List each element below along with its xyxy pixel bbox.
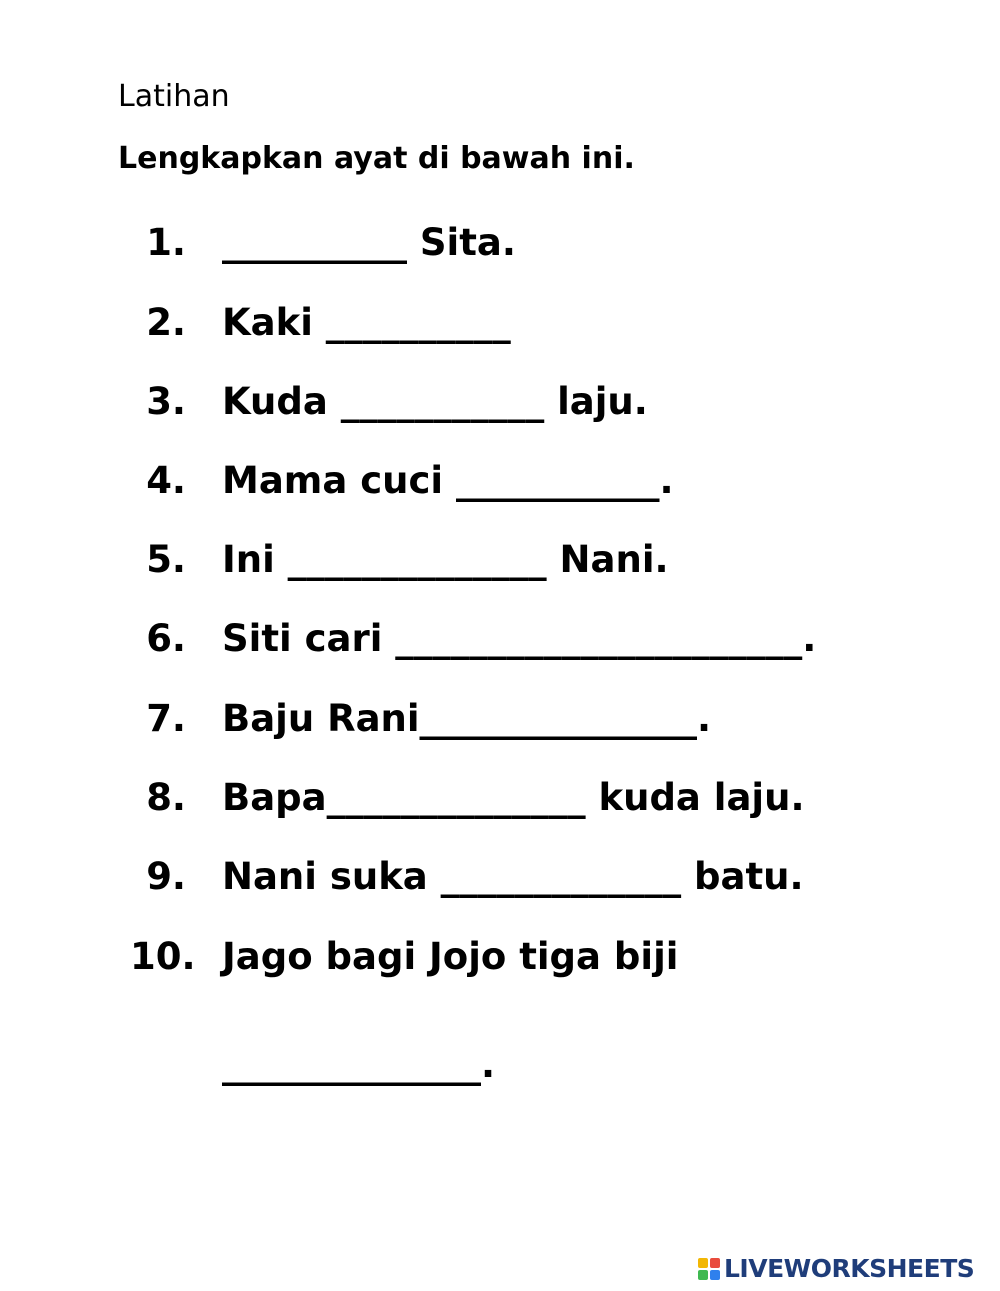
question-text: Nani suka _____________ batu. [222, 855, 804, 898]
question-number: 6. [146, 617, 186, 660]
question-3 [130, 377, 648, 427]
question-number: 8. [146, 776, 186, 819]
question-number: 10. [130, 935, 196, 978]
question-text: Siti cari ______________________. [222, 617, 817, 660]
question-text: Bapa______________ kuda laju. [222, 776, 805, 819]
liveworksheets-logo[interactable] [698, 1254, 974, 1284]
question-number: 5. [146, 538, 186, 581]
question-text: Kaki __________ [222, 301, 511, 344]
question-text: Ini ______________ Nani. [222, 538, 669, 581]
mark-square [698, 1258, 708, 1268]
question-1 [130, 218, 516, 268]
question-2 [130, 298, 511, 348]
question-8 [130, 773, 805, 823]
worksheet-title: Latihan [118, 79, 230, 114]
question-number: 3. [146, 380, 186, 423]
question-text: __________ Sita. [222, 221, 516, 264]
question-number: 1. [146, 221, 186, 264]
mark-square [698, 1270, 708, 1280]
mark-square [710, 1270, 720, 1280]
question-10-blank: ______________. [222, 1043, 496, 1086]
question-text: Jago bagi Jojo tiga biji [222, 935, 679, 978]
question-number: 7. [146, 697, 186, 740]
question-6 [130, 614, 816, 664]
mark-square [710, 1258, 720, 1268]
question-text: Baju Rani_______________. [222, 697, 712, 740]
question-7 [130, 694, 711, 744]
question-9 [130, 852, 804, 902]
question-10 [130, 932, 678, 982]
liveworksheets-mark-icon [698, 1258, 720, 1280]
question-text: Mama cuci ___________. [222, 459, 674, 502]
question-5 [130, 535, 669, 585]
question-text: Kuda ___________ laju. [222, 380, 648, 423]
question-number: 9. [146, 855, 186, 898]
question-4 [130, 456, 674, 506]
question-number: 2. [146, 301, 186, 344]
instruction-text: Lengkapkan ayat di bawah ini. [118, 141, 635, 176]
logo-text: LIVEWORKSHEETS [724, 1254, 975, 1283]
question-number: 4. [146, 459, 186, 502]
